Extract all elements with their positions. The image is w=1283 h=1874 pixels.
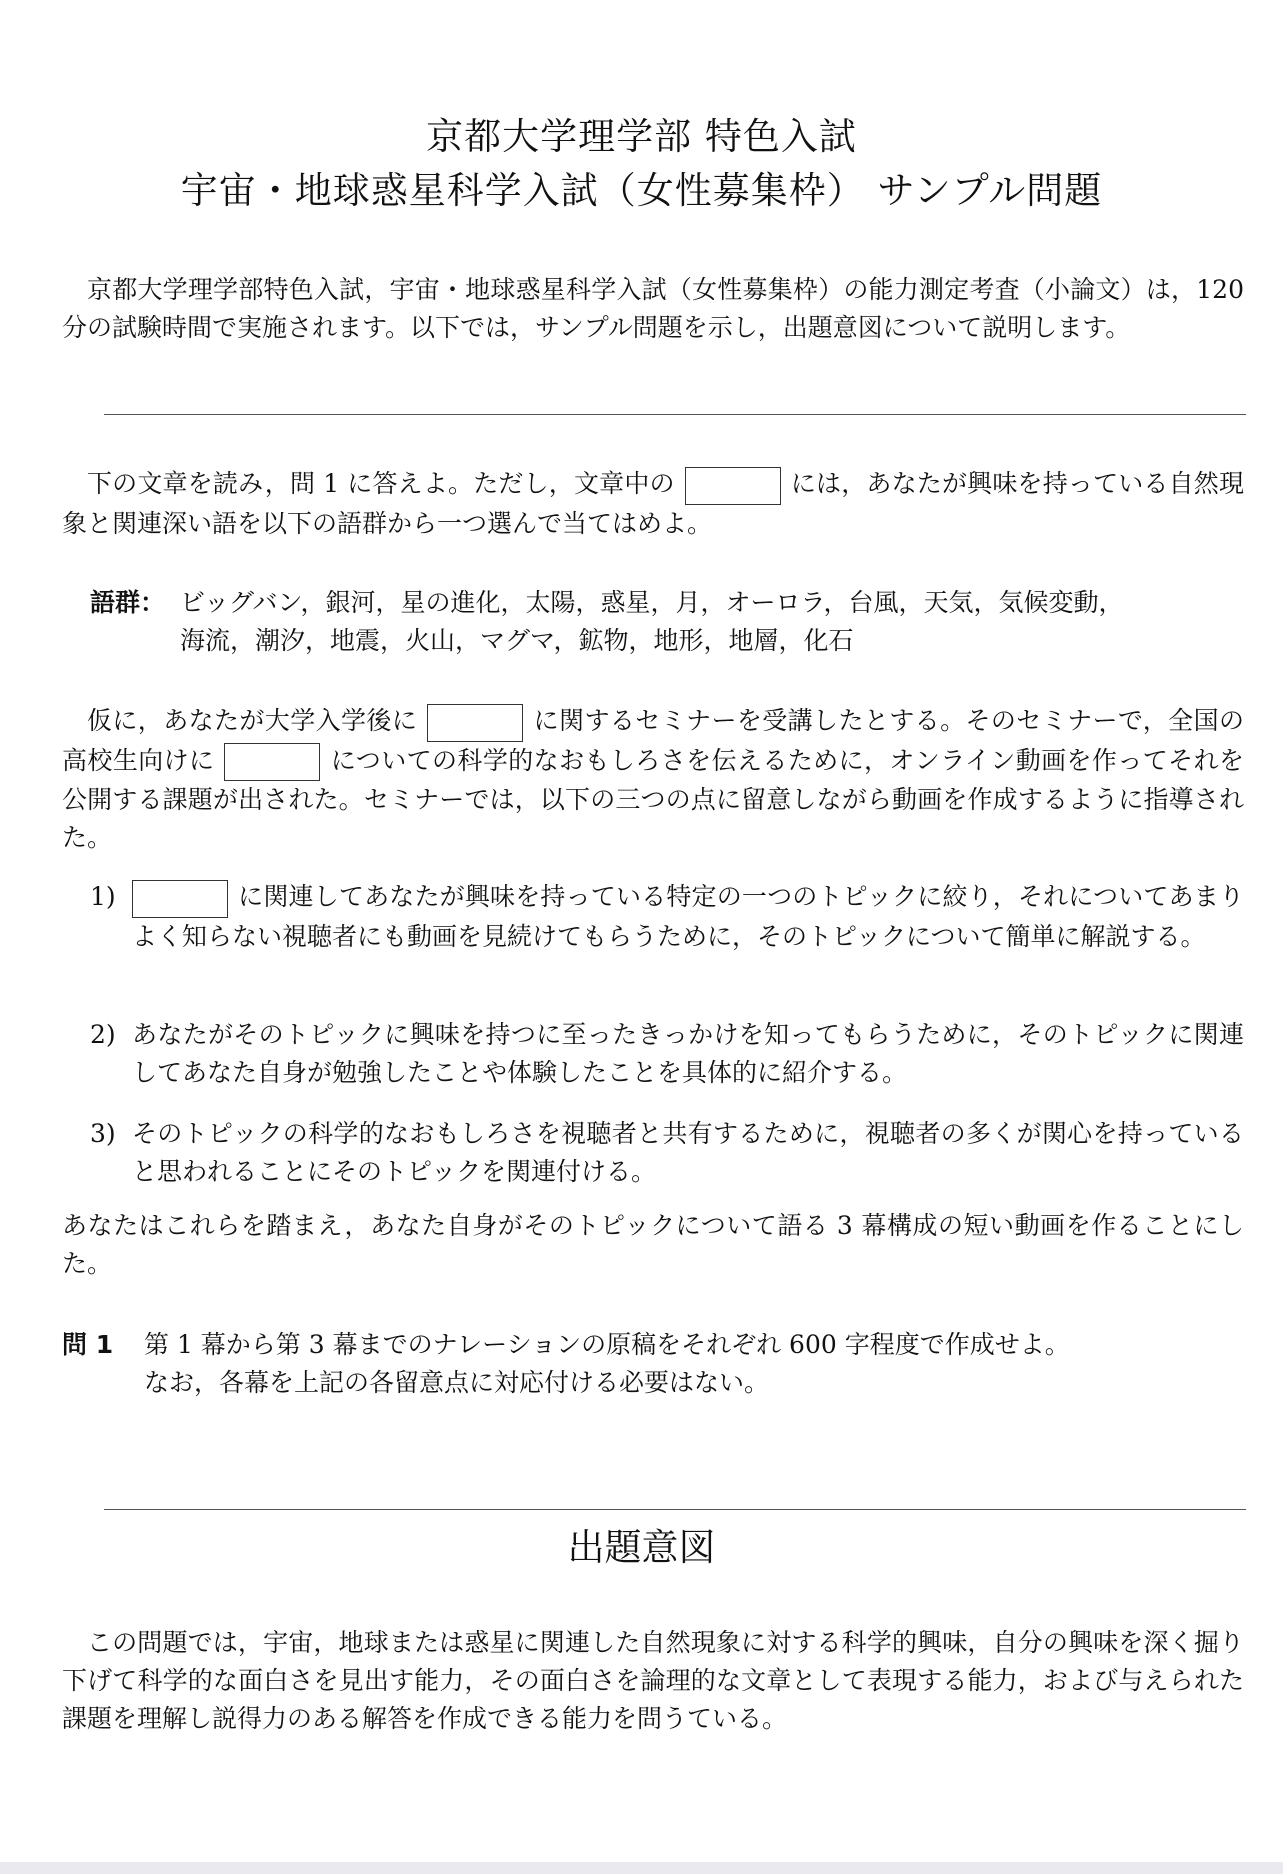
point-text: あなたがそのトピックに興味を持つに至ったきっかけを知ってもらうために，そのトピックに関連してあなた自身が勉強したことや体験したことを具体的に紹介する。 [132,1020,1244,1087]
page-title-line2: 宇宙・地球惑星科学入試（女性募集枠） サンプル問題 [180,169,1103,212]
word-bank-line1: ビッグバン，銀河，星の進化，太陽，惑星，月，オーロラ，台風，天気，気候変動， [180,588,1124,617]
page-title-line1: 京都大学理学部 特色入試 [426,115,857,158]
question-line1: 第 1 幕から第 3 幕までのナレーションの原稿をそれぞれ 600 字程度で作成せよ。 [144,1330,1070,1359]
answer-blank-box [685,467,781,505]
word-bank-label: 語群： [90,588,166,617]
instructions-before-blank: 下の文章を読み，問 1 に答えよ。ただし，文章中の [87,469,675,498]
intro-paragraph: 京都大学理学部特色入試，宇宙・地球惑星科学入試（女性募集枠）の能力測定考査（小論文）は，120 分の試験時間で実施されます。以下では，サンプル問題を示し，出題意図について説明します。 [62,275,1244,342]
question-label: 問 1 [62,1330,114,1359]
intent-paragraph: この問題では，宇宙，地球または惑星に関連した自然現象に対する科学的興味，自分の興味を深く掘り下げて科学的な面白さを見出す能力，その面白さを論理的な文章として表現する能力，および与えられた課題を理解し説得力のある解答を作成できる能力を問うている。 [62,1628,1244,1733]
intent-section-title: 出題意図 [567,1526,716,1569]
point-text: に関連してあなたが興味を持っている特定の一つのトピックに絞り，それについてあまりよく知らない視聴者にも動画を見続けてもらうために，そのトピックについて簡単に解説する。 [132,882,1244,951]
divider-bottom [104,1509,1246,1510]
conclusion-paragraph: あなたはこれらを踏まえ，あなた自身がそのトピックについて語る 3 幕構成の短い動画を作ることにした。 [62,1211,1244,1278]
answer-blank-box [427,704,523,742]
scenario-part3: についての科学的なおもしろさを伝えるために，オンライン動画を作ってそれを公開する課題が出された。セミナーでは，以下の三つの点に留意しながら動画を作成するように指導された。 [62,745,1244,852]
page-bottom-bar [0,1862,1283,1874]
word-bank-list [180,584,1240,660]
answer-blank-box [224,743,320,781]
word-bank-line2: 海流，潮汐，地震，火山，マグマ，鉱物，地形，地層，化石 [180,626,854,655]
scenario-part2: に関するセミナーを受講したとする。そのセミナーで，全国の高校生向けに [62,706,1244,775]
answer-blank-box [132,880,228,918]
scenario-paragraph [62,702,1244,857]
point-number: 1) [90,882,116,911]
question-body [144,1326,1244,1402]
divider-top [104,414,1246,415]
point-text: そのトピックの科学的なおもしろさを視聴者と共有するために，視聴者の多くが関心を持っていると思われることにそのトピックを関連付ける。 [132,1119,1244,1186]
scenario-part1: 仮に，あなたが大学入学後に [87,706,418,735]
question-line2: なお，各幕を上記の各留意点に対応付ける必要はない。 [144,1368,770,1397]
point-number: 3) [90,1119,116,1148]
instructions-after-blank: には，あなたが興味を持っている自然現象と関連深い語を以下の語群から一つ選んで当てはめよ。 [62,469,1244,538]
point-number: 2) [90,1020,116,1049]
instructions-paragraph [62,465,1244,543]
